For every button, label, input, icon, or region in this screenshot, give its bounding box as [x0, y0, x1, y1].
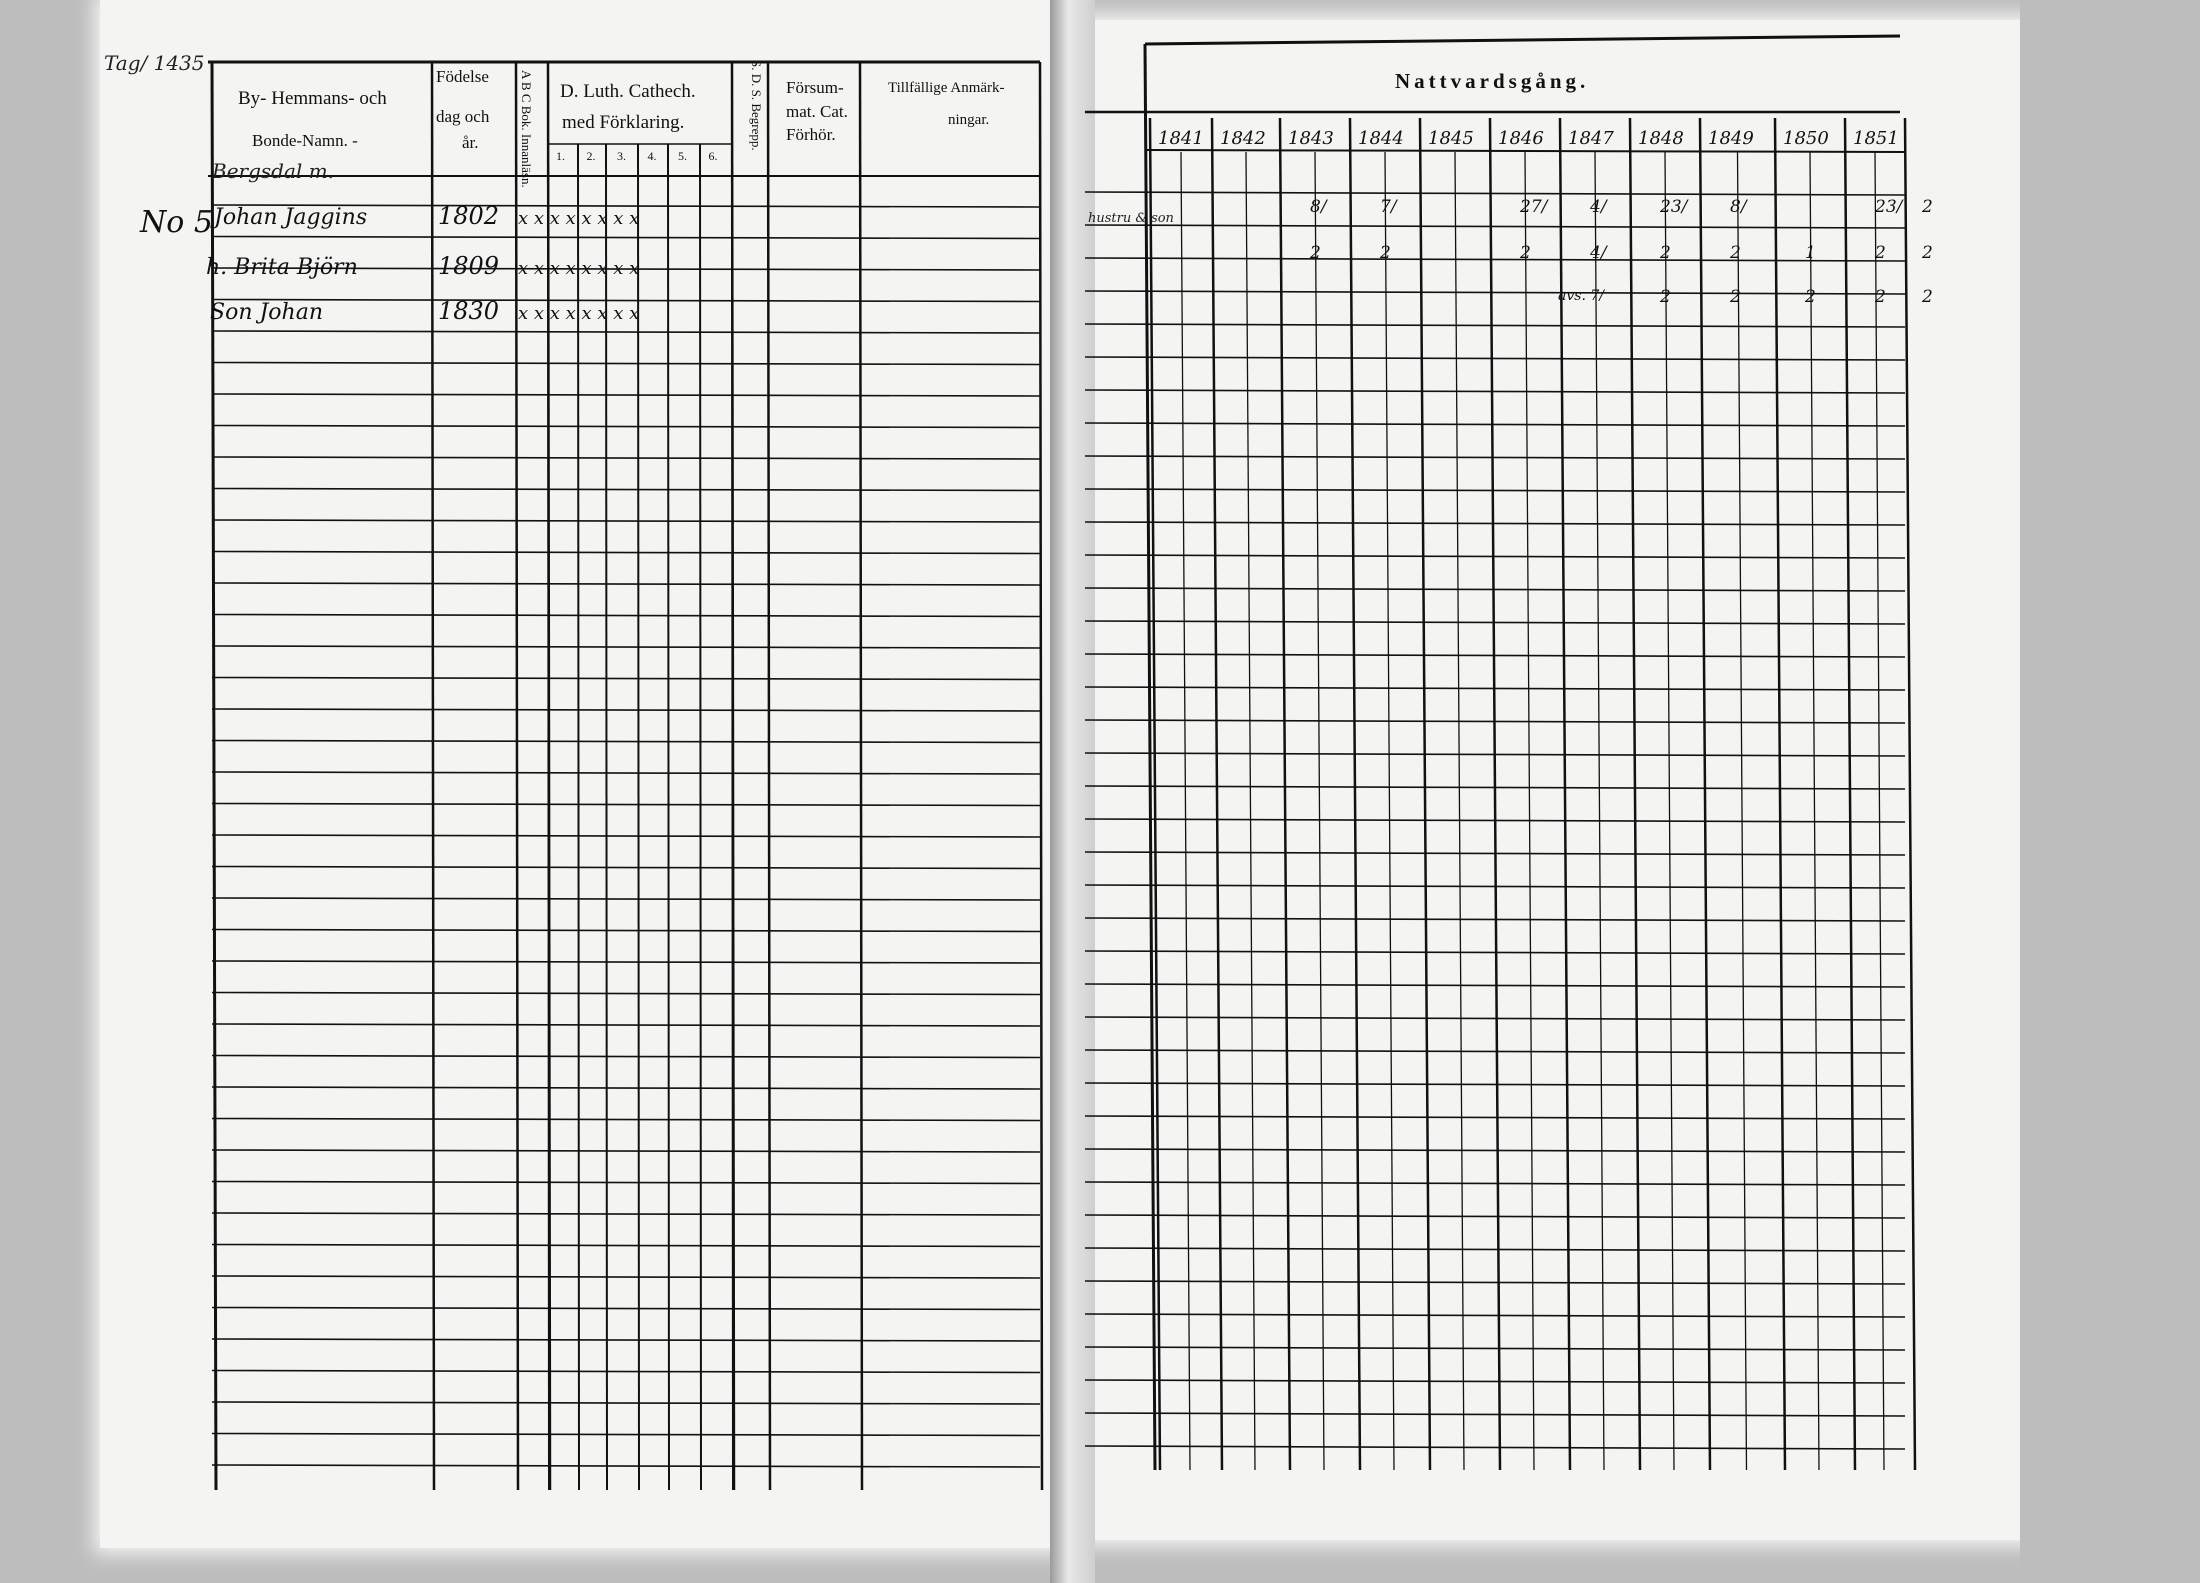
- natt-entry: 2: [1660, 287, 1671, 307]
- right-row-rule: [1085, 555, 1905, 558]
- row-label: hustru & son: [1088, 211, 1174, 226]
- year-label: 1848: [1638, 128, 1684, 149]
- right-year-rule: [1145, 150, 1905, 152]
- header-birth-line1: Födelse: [436, 67, 489, 86]
- left-row-rule: [212, 678, 1040, 680]
- right-half-column-rule: [1875, 152, 1884, 1470]
- natt-entry: 23/: [1660, 197, 1688, 217]
- left-row-rule: [212, 394, 1040, 396]
- right-row-rule: [1085, 1446, 1905, 1449]
- person-3-name: Son Johan: [210, 300, 323, 325]
- left-row-rule: [212, 552, 1040, 554]
- left-row-rule: [212, 993, 1040, 995]
- header-abc: A B C Bok. Innanläsn.: [519, 70, 534, 188]
- left-row-rule: [212, 1434, 1040, 1436]
- natt-entry: 8/: [1730, 197, 1747, 217]
- right-half-column-rule: [1595, 152, 1604, 1470]
- right-row-rule: [1085, 324, 1905, 327]
- right-row-rule: [1085, 423, 1905, 426]
- header-cat-line1: D. Luth. Cathech.: [560, 81, 696, 102]
- right-half-column-rule: [1455, 152, 1464, 1470]
- left-row-rule: [212, 1182, 1040, 1184]
- cat-number-label: 3.: [617, 149, 626, 163]
- year-label: 1846: [1498, 128, 1544, 149]
- right-year-column-rule: [1905, 118, 1915, 1470]
- cat-subcolumn-rule: [732, 144, 733, 1490]
- year-label: 1847: [1568, 128, 1614, 149]
- year-label: 1850: [1783, 128, 1829, 149]
- left-row-rule: [212, 1056, 1040, 1058]
- margin-mark: 2: [1922, 197, 1933, 217]
- natt-entry: 27/: [1520, 197, 1548, 217]
- left-row-rule: [212, 741, 1040, 743]
- left-row-rule: [212, 898, 1040, 900]
- person-2-marks: x x x x x x x x: [518, 258, 640, 279]
- cat-number-label: 2.: [586, 149, 596, 163]
- cat-subcolumn-rule: [700, 144, 701, 1490]
- right-year-column-rule: [1845, 118, 1855, 1470]
- left-row-rule: [212, 457, 1040, 459]
- left-row-rule: [212, 1245, 1040, 1247]
- year-label: 1844: [1358, 128, 1404, 149]
- header-birth-line2: dag och: [436, 107, 490, 126]
- cat-subcolumn-rule: [578, 144, 579, 1490]
- natt-entry: 23/: [1875, 197, 1903, 217]
- person-2-name: h. Brita Björn: [206, 255, 358, 280]
- right-half-column-rule: [1246, 152, 1255, 1470]
- right-half-column-rule: [1525, 152, 1534, 1470]
- right-row-rule: [1085, 192, 1905, 195]
- left-row-rule: [212, 489, 1040, 491]
- header-till-line1: Tillfällige Anmärk-: [888, 80, 1005, 96]
- place-name: Bergsdal m.: [212, 159, 334, 183]
- right-half-column-rule: [1181, 152, 1190, 1470]
- left-row-rule: [212, 772, 1040, 774]
- cat-subcolumn-rule: [606, 144, 607, 1490]
- cat-subcolumn-rule: [548, 144, 549, 1490]
- right-title: Nattvardsgång.: [1395, 69, 1590, 93]
- person-2-year: 1809: [438, 252, 500, 280]
- person-3-year: 1830: [438, 297, 500, 325]
- header-name-line2: Bonde-Namn. -: [252, 131, 358, 150]
- right-title-top-rule: [1145, 36, 1900, 44]
- person-3-marks: x x x x x x x x: [518, 303, 640, 324]
- right-row-rule: [1085, 1281, 1905, 1284]
- natt-entry: 2: [1380, 243, 1391, 263]
- right-row-rule: [1085, 258, 1905, 261]
- right-row-rule: [1085, 1314, 1905, 1317]
- right-year-column-rule: [1700, 118, 1710, 1470]
- left-row-rule: [212, 646, 1040, 648]
- left-row-rule: [212, 583, 1040, 585]
- year-label: 1845: [1428, 128, 1474, 149]
- right-row-rule: [1085, 522, 1905, 525]
- left-row-rule: [212, 1087, 1040, 1089]
- left-column-rule: [860, 62, 862, 1490]
- row3-note: avs. 7/: [1558, 288, 1604, 304]
- year-labels: [1158, 128, 1899, 149]
- left-row-rule: [212, 615, 1040, 617]
- left-row-rule: [212, 237, 1040, 239]
- year-label: 1849: [1708, 128, 1754, 149]
- header-till-line2: ningar.: [948, 112, 990, 128]
- header-begrepp: S. D. S. Begrepp.: [749, 60, 764, 151]
- right-row-rule: [1085, 588, 1905, 591]
- right-row-rule: [1085, 489, 1905, 492]
- natt-entry: 2: [1730, 287, 1741, 307]
- left-row-rule: [212, 709, 1040, 711]
- natt-entry: 2: [1730, 243, 1741, 263]
- right-row-rule: [1085, 1347, 1905, 1350]
- left-row-rule: [212, 1371, 1040, 1373]
- left-row-rule: [212, 930, 1040, 932]
- person-1-marks: x x x x x x x x: [518, 208, 640, 229]
- cat-number-labels: [556, 149, 718, 163]
- right-half-column-rule: [1810, 152, 1819, 1470]
- right-half-column-rule: [1665, 152, 1674, 1470]
- right-row-rule: [1085, 621, 1905, 624]
- cat-number-label: 1.: [556, 149, 565, 163]
- year-label: 1842: [1220, 128, 1266, 149]
- left-row-rule: [212, 1402, 1040, 1404]
- right-year-column-rule: [1280, 118, 1290, 1470]
- left-row-rule: [212, 1308, 1040, 1310]
- left-row-rule: [212, 1150, 1040, 1152]
- right-grid: [1085, 36, 1915, 1470]
- right-year-column-rule: [1630, 118, 1640, 1470]
- cat-number-label: 4.: [647, 149, 657, 163]
- cat-number-label: 5.: [678, 149, 687, 163]
- cat-number-label: 6.: [708, 149, 718, 163]
- corner-note: Tag/ 1435: [104, 51, 205, 75]
- header-forsum-line3: Förhör.: [786, 125, 836, 144]
- natt-entry: 2: [1310, 243, 1321, 263]
- header-forsum-line2: mat. Cat.: [786, 102, 848, 121]
- left-row-rule: [212, 1465, 1040, 1467]
- right-half-column-rule: [1315, 152, 1324, 1470]
- person-1-name: Johan Jaggins: [214, 205, 368, 230]
- year-label: 1851: [1853, 128, 1899, 149]
- right-entries: [1309, 197, 1933, 307]
- left-column-rule: [768, 62, 770, 1490]
- left-row-rule: [212, 961, 1040, 963]
- right-year-column-rule: [1350, 118, 1360, 1470]
- left-row-rule: [212, 1339, 1040, 1341]
- margin-mark: 2: [1922, 287, 1933, 307]
- person-1-year: 1802: [438, 202, 500, 230]
- right-half-column-rule: [1738, 152, 1747, 1470]
- left-row-rule: [212, 1119, 1040, 1121]
- cat-subcolumn-rule: [668, 144, 669, 1490]
- natt-entry: 2: [1660, 243, 1671, 263]
- margin-mark: 2: [1922, 243, 1933, 263]
- header-name-line1: By- Hemmans- och: [238, 88, 387, 109]
- left-row-rule: [212, 804, 1040, 806]
- left-row-rule: [212, 426, 1040, 428]
- left-row-rule: [212, 363, 1040, 365]
- natt-entry: 2: [1805, 287, 1816, 307]
- left-row-rule: [212, 1276, 1040, 1278]
- left-row-rule: [212, 520, 1040, 522]
- header-cat-line2: med Förklaring.: [562, 112, 685, 133]
- left-row-rule: [212, 867, 1040, 869]
- year-label: 1841: [1158, 128, 1204, 149]
- right-year-column-rule: [1212, 118, 1222, 1470]
- right-year-column-rule: [1560, 118, 1570, 1470]
- left-row-rule: [212, 1213, 1040, 1215]
- natt-entry: 1: [1805, 243, 1816, 263]
- right-row-rule: [1085, 1413, 1905, 1416]
- right-year-column-rule: [1490, 118, 1500, 1470]
- natt-entry: 2: [1875, 287, 1886, 307]
- right-row-rule: [1085, 390, 1905, 393]
- right-row-rule: [1085, 291, 1905, 294]
- left-row-rule: [212, 331, 1040, 333]
- natt-entry: 7/: [1380, 197, 1397, 217]
- left-row-rule: [212, 300, 1040, 302]
- right-year-column-rule: [1775, 118, 1785, 1470]
- natt-entry: 4/: [1590, 197, 1607, 217]
- right-row-rule: [1085, 1248, 1905, 1251]
- right-half-column-rule: [1385, 152, 1394, 1470]
- right-row-rule: [1085, 357, 1905, 360]
- right-row-rule: [1085, 1380, 1905, 1383]
- natt-entry: 2: [1520, 243, 1531, 263]
- left-row-rule: [212, 835, 1040, 837]
- right-row-rule: [1085, 456, 1905, 459]
- natt-entry: 2: [1875, 243, 1886, 263]
- left-row-rule: [212, 1024, 1040, 1026]
- left-column-rule: [1040, 62, 1042, 1490]
- header-birth-line3: år.: [462, 133, 479, 152]
- header-forsum-line1: Försum-: [786, 78, 844, 97]
- cat-subcolumn-rule: [638, 144, 639, 1490]
- natt-entry: 4/: [1590, 243, 1607, 263]
- natt-entry: 8/: [1310, 197, 1327, 217]
- right-year-column-rule: [1420, 118, 1430, 1470]
- household-number: No 5: [140, 205, 213, 240]
- year-label: 1843: [1288, 128, 1334, 149]
- right-row-rule: [1085, 225, 1905, 228]
